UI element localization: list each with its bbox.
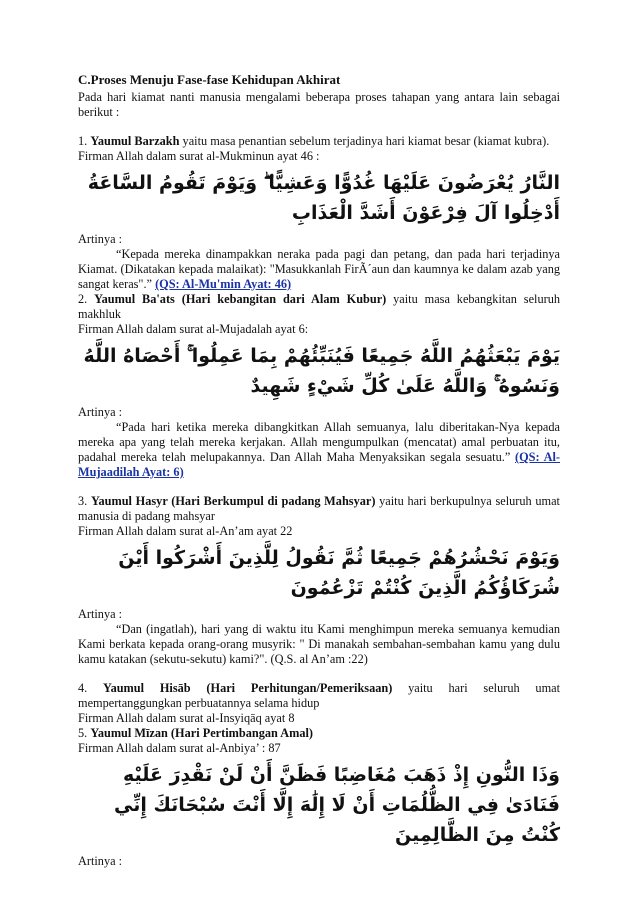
hasyr-arabic-verse: وَيَوْمَ نَحْشُرُهُمْ جَمِيعًا ثُمَّ نَقُولُ لِلَّذِينَ أَشْرَكُوا أَيْنَ شُرَكَاؤُكُمُ الَّذِينَ كُنْتُمْ تَزْعُمُونَ xyxy=(118,547,560,599)
barzakh-translation-text: “Kepada mereka dinampakkan neraka pada pagi dan petang, dan pada hari terjadinya Kiamat. (Dikatakan kepada malaikat): "Masukkanlah FirÃ´aun dan kaumnya ke dalam azab yang sangat keras".” xyxy=(78,247,560,291)
baats-reference-link[interactable]: (QS: Al-Mujaadilah Ayat: 6) xyxy=(78,450,560,479)
mizan-term: Yaumul Mīzan (Hari Pertimbangan Amal) xyxy=(90,726,314,740)
baats-translation-text: “Pada hari ketika mereka dibangkitkan Allah semuanya, lalu diberitakan-Nya kepada mereka apa yang telah mereka kerjakan. Allah mengumpulkan (mencatat) amal perbuatan itu, padahal mereka telah melupakannya. Dan Allah Maha Menyaksikan segala sesuatu.” xyxy=(78,420,560,464)
hasyr-term: Yaumul Hasyr (Hari Berkumpul di padang Mahsyar) xyxy=(90,494,376,508)
barzakh-term: Yaumul Barzakh xyxy=(90,134,180,148)
item-number: 4. xyxy=(78,681,88,695)
barzakh-description: yaitu masa penantian sebelum terjadinya hari kiamat besar (kiamat kubra). xyxy=(179,134,550,148)
mizan-arabic-verse: وَذَا النُّونِ إِذْ ذَهَبَ مُغَاضِبًا فَظَنَّ أَنْ لَنْ نَقْدِرَ عَلَيْهِ فَنَادَىٰ فِي الظُّلُمَاتِ أَنْ لَا إِلَٰهَ إِلَّا أَنْتَ سُبْحَانَكَ إِنِّي كُنْتُ مِنَ الظَّالِمِينَ xyxy=(114,764,560,846)
hisab-description: yaitu hari seluruh umat mempertanggungkan perbuatannya selama hidup xyxy=(78,681,561,710)
barzakh-arabic-verse: النَّارُ يُعْرَضُونَ عَلَيْهَا غُدُوًّا وَعَشِيًّا ۖ وَيَوْمَ تَقُومُ السَّاعَةُ أَدْخِلُوا آلَ فِرْعَوْنَ أَشَدَّ الْعَذَابِ xyxy=(87,172,560,224)
hisab-term: Yaumul Hisāb (Hari Perhitungan/Pemeriksaan) xyxy=(103,681,393,695)
mizan-artinya-label: Artinya : xyxy=(78,854,123,868)
baats-term: Yaumul Ba'ats (Hari kebangitan dari Alam Kubur) xyxy=(94,292,387,306)
item-number: 3. xyxy=(78,494,88,508)
barzakh-artinya-label: Artinya : xyxy=(78,232,123,246)
document-page xyxy=(78,72,560,869)
baats-firman: Firman Allah dalam surat al-Mujadalah ayat 6: xyxy=(78,322,309,336)
intro-paragraph: Pada hari kiamat nanti manusia mengalami beberapa proses tahapan yang antara lain sebagai berikut : xyxy=(78,90,560,119)
item-number: 2. xyxy=(78,292,88,306)
item-number: 5. xyxy=(78,726,88,740)
baats-translation xyxy=(78,420,560,480)
hisab-paragraph xyxy=(78,681,560,711)
hasyr-firman: Firman Allah dalam surat al-An’am ayat 22 xyxy=(78,524,293,538)
hasyr-description: yaitu hari berkupulnya seluruh umat manusia di padang mahsyar xyxy=(78,494,560,523)
mizan-paragraph xyxy=(78,726,560,741)
baats-artinya-label: Artinya : xyxy=(78,405,123,419)
baats-arabic-verse: يَوْمَ يَبْعَثُهُمُ اللَّهُ جَمِيعًا فَيُنَبِّئُهُمْ بِمَا عَمِلُوا ۚ أَحْصَاهُ اللَّهُ وَنَسُوهُ ۚ وَاللَّهُ عَلَىٰ كُلِّ شَيْءٍ شَهِيدٌ xyxy=(83,345,560,397)
barzakh-reference-link[interactable]: (QS: Al-Mu'min Ayat: 46) xyxy=(155,277,292,291)
baats-paragraph xyxy=(78,292,560,322)
mizan-firman: Firman Allah dalam surat al-Anbiya’ : 87 xyxy=(78,741,281,755)
item-number: 1. xyxy=(78,134,88,148)
hasyr-artinya-label: Artinya : xyxy=(78,607,123,621)
section-title: C.Proses Menuju Fase-fase Kehidupan Akhirat xyxy=(78,72,341,87)
barzakh-translation xyxy=(78,247,560,292)
hasyr-paragraph xyxy=(78,494,560,524)
barzakh-firman: Firman Allah dalam surat al-Mukminun ayat 46 : xyxy=(78,149,320,163)
hasyr-translation: “Dan (ingatlah), hari yang di waktu itu Kami menghimpun mereka semuanya kemudian Kami berkata kepada orang-orang musyrik: " Di manakah sembahan-sembahan kamu yang dulu kamu katakan (sekutu-sekutu) kami?". (Q.S. al An’am :22) xyxy=(78,622,560,666)
hisab-firman: Firman Allah dalam surat al-Insyiqāq ayat 8 xyxy=(78,711,295,725)
barzakh-paragraph xyxy=(78,134,560,149)
baats-description: yaitu masa kebangkitan seluruh makhluk xyxy=(78,292,560,321)
